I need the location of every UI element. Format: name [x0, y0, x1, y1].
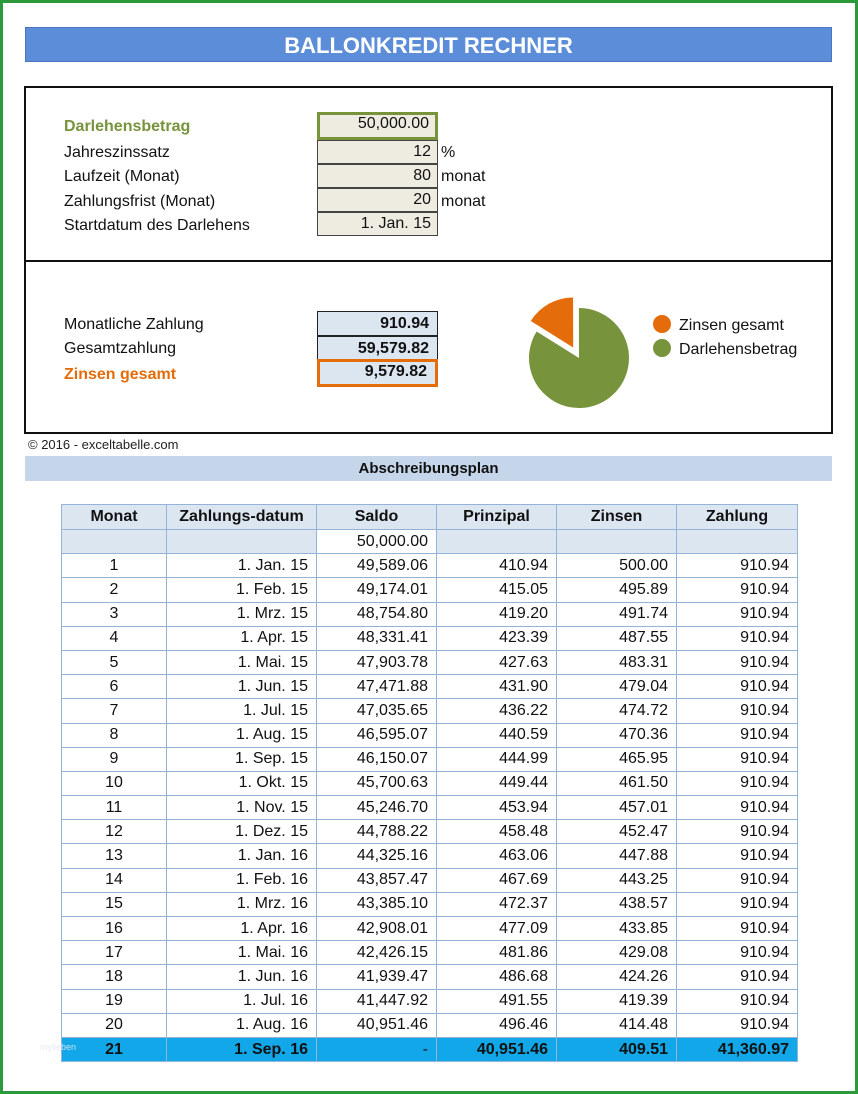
- col-header-interest: Zinsen: [557, 505, 677, 530]
- cell-month: 20: [62, 1013, 167, 1037]
- cell-date: 1. Sep. 15: [167, 747, 317, 771]
- cell-payment: 910.94: [677, 1013, 798, 1037]
- cell-principal: 449.44: [437, 771, 557, 795]
- cell-principal: 444.99: [437, 747, 557, 771]
- table-cell: [62, 530, 167, 554]
- cell-month: 19: [62, 989, 167, 1013]
- cell-principal: 440.59: [437, 723, 557, 747]
- cell-payment: 910.94: [677, 554, 798, 578]
- table-row: [62, 844, 798, 868]
- legend-item-loan: [653, 339, 797, 360]
- pie-chart: [504, 276, 654, 426]
- table-row: [62, 650, 798, 674]
- col-header-principal: Prinzipal: [437, 505, 557, 530]
- cell-date: 1. Mai. 16: [167, 941, 317, 965]
- watermark: mylieben: [40, 1042, 77, 1052]
- cell-month: 10: [62, 771, 167, 795]
- col-header-balance: Saldo: [317, 505, 437, 530]
- cell-date: 1. Dez. 15: [167, 820, 317, 844]
- table-row: [62, 602, 798, 626]
- cell-balance: 47,035.65: [317, 699, 437, 723]
- payment-period-input[interactable]: 20: [317, 188, 438, 212]
- cell-principal: 436.22: [437, 699, 557, 723]
- cell-date: 1. Mrz. 15: [167, 602, 317, 626]
- table-row: [62, 1013, 798, 1037]
- cell-payment: 910.94: [677, 796, 798, 820]
- cell-date: 1. Okt. 15: [167, 771, 317, 795]
- cell-month: 4: [62, 626, 167, 650]
- payment-period-label: Zahlungsfrist (Monat): [64, 193, 216, 210]
- cell-month: 21: [62, 1037, 167, 1061]
- cell-principal: 496.46: [437, 1013, 557, 1037]
- cell-interest: 465.95: [557, 747, 677, 771]
- cell-balance: 47,471.88: [317, 675, 437, 699]
- cell-payment: 910.94: [677, 602, 798, 626]
- col-header-payment: Zahlung: [677, 505, 798, 530]
- table-row: [62, 820, 798, 844]
- cell-date: 1. Mrz. 16: [167, 892, 317, 916]
- cell-interest: 491.74: [557, 602, 677, 626]
- initial-balance-row: [62, 530, 798, 554]
- monthly-payment-value: 910.94: [317, 311, 438, 336]
- cell-date: 1. Jun. 16: [167, 965, 317, 989]
- cell-interest: 438.57: [557, 892, 677, 916]
- cell-interest: 487.55: [557, 626, 677, 650]
- cell-principal: 415.05: [437, 578, 557, 602]
- cell-interest: 414.48: [557, 1013, 677, 1037]
- cell-payment: 41,360.97: [677, 1037, 798, 1061]
- input-panel: [24, 86, 833, 262]
- term-unit: monat: [441, 168, 486, 185]
- table-row: [62, 796, 798, 820]
- table-row: [62, 626, 798, 650]
- cell-interest: 461.50: [557, 771, 677, 795]
- cell-principal: 453.94: [437, 796, 557, 820]
- cell-payment: 910.94: [677, 699, 798, 723]
- cell-date: 1. Sep. 16: [167, 1037, 317, 1061]
- cell-month: 15: [62, 892, 167, 916]
- cell-month: 11: [62, 796, 167, 820]
- payment-period-unit: monat: [441, 193, 486, 210]
- cell-date: 1. Apr. 15: [167, 626, 317, 650]
- cell-balance: 40,951.46: [317, 1013, 437, 1037]
- legend-label-interest: Zinsen gesamt: [679, 317, 784, 334]
- table-cell: [437, 530, 557, 554]
- cell-principal: 431.90: [437, 675, 557, 699]
- cell-interest: 452.47: [557, 820, 677, 844]
- copyright-text: © 2016 - exceltabelle.com: [28, 437, 179, 452]
- cell-date: 1. Nov. 15: [167, 796, 317, 820]
- table-row: [62, 675, 798, 699]
- table-cell: [167, 530, 317, 554]
- cell-balance: 46,150.07: [317, 747, 437, 771]
- table-row: [62, 965, 798, 989]
- cell-month: 16: [62, 917, 167, 941]
- col-header-date: Zahlungs-datum: [167, 505, 317, 530]
- cell-principal: 423.39: [437, 626, 557, 650]
- cell-payment: 910.94: [677, 626, 798, 650]
- total-payment-value: 59,579.82: [317, 336, 438, 361]
- cell-date: 1. Aug. 15: [167, 723, 317, 747]
- cell-interest: 429.08: [557, 941, 677, 965]
- cell-balance: 47,903.78: [317, 650, 437, 674]
- table-row: [62, 554, 798, 578]
- cell-payment: 910.94: [677, 650, 798, 674]
- cell-interest: 433.85: [557, 917, 677, 941]
- cell-balance: 48,331.41: [317, 626, 437, 650]
- cell-payment: 910.94: [677, 892, 798, 916]
- cell-balance: 49,174.01: [317, 578, 437, 602]
- cell-payment: 910.94: [677, 941, 798, 965]
- cell-payment: 910.94: [677, 965, 798, 989]
- start-date-label: Startdatum des Darlehens: [64, 217, 250, 234]
- cell-date: 1. Mai. 15: [167, 650, 317, 674]
- cell-principal: 472.37: [437, 892, 557, 916]
- loan-amount-input[interactable]: 50,000.00: [317, 112, 438, 140]
- cell-date: 1. Jun. 15: [167, 675, 317, 699]
- cell-month: 8: [62, 723, 167, 747]
- amortization-table: [61, 504, 798, 1062]
- cell-balance: 43,385.10: [317, 892, 437, 916]
- table-cell: [557, 530, 677, 554]
- schedule-title: Abschreibungsplan: [25, 456, 832, 481]
- annual-rate-input[interactable]: 12: [317, 140, 438, 164]
- cell-payment: 910.94: [677, 917, 798, 941]
- cell-balance: 42,426.15: [317, 941, 437, 965]
- cell-date: 1. Feb. 15: [167, 578, 317, 602]
- cell-balance: 48,754.80: [317, 602, 437, 626]
- cell-principal: 40,951.46: [437, 1037, 557, 1061]
- cell-balance: 45,700.63: [317, 771, 437, 795]
- cell-month: 1: [62, 554, 167, 578]
- cell-balance: 46,595.07: [317, 723, 437, 747]
- initial-balance-cell: 50,000.00: [317, 530, 437, 554]
- table-row: [62, 699, 798, 723]
- legend-swatch-orange: [653, 315, 671, 333]
- cell-payment: 910.94: [677, 578, 798, 602]
- cell-date: 1. Aug. 16: [167, 1013, 317, 1037]
- cell-interest: 500.00: [557, 554, 677, 578]
- cell-balance: 43,857.47: [317, 868, 437, 892]
- cell-payment: 910.94: [677, 723, 798, 747]
- total-interest-label: Zinsen gesamt: [64, 366, 177, 383]
- cell-month: 6: [62, 675, 167, 699]
- cell-month: 5: [62, 650, 167, 674]
- cell-balance: 49,589.06: [317, 554, 437, 578]
- cell-month: 17: [62, 941, 167, 965]
- cell-interest: 474.72: [557, 699, 677, 723]
- cell-payment: 910.94: [677, 820, 798, 844]
- cell-principal: 410.94: [437, 554, 557, 578]
- cell-month: 14: [62, 868, 167, 892]
- cell-principal: 419.20: [437, 602, 557, 626]
- cell-payment: 910.94: [677, 675, 798, 699]
- cell-interest: 457.01: [557, 796, 677, 820]
- cell-balance: 44,325.16: [317, 844, 437, 868]
- cell-payment: 910.94: [677, 844, 798, 868]
- cell-month: 3: [62, 602, 167, 626]
- table-row: [62, 723, 798, 747]
- cell-interest: 419.39: [557, 989, 677, 1013]
- monthly-payment-label: Monatliche Zahlung: [64, 316, 204, 333]
- cell-month: 13: [62, 844, 167, 868]
- cell-date: 1. Jul. 16: [167, 989, 317, 1013]
- cell-month: 9: [62, 747, 167, 771]
- legend-item-interest: [653, 315, 784, 336]
- cell-date: 1. Jul. 15: [167, 699, 317, 723]
- term-input[interactable]: 80: [317, 164, 438, 188]
- legend-swatch-green: [653, 339, 671, 357]
- cell-interest: 424.26: [557, 965, 677, 989]
- cell-month: 18: [62, 965, 167, 989]
- cell-principal: 491.55: [437, 989, 557, 1013]
- cell-principal: 467.69: [437, 868, 557, 892]
- results-panel: [24, 260, 833, 434]
- loan-amount-label: Darlehensbetrag: [64, 118, 191, 135]
- table-row: [62, 578, 798, 602]
- table-row: [62, 989, 798, 1013]
- cell-payment: 910.94: [677, 868, 798, 892]
- cell-balance: 41,447.92: [317, 989, 437, 1013]
- table-cell: [677, 530, 798, 554]
- cell-date: 1. Apr. 16: [167, 917, 317, 941]
- table-row: [62, 892, 798, 916]
- cell-principal: 477.09: [437, 917, 557, 941]
- cell-balance: 45,246.70: [317, 796, 437, 820]
- cell-balance: -: [317, 1037, 437, 1061]
- cell-interest: 483.31: [557, 650, 677, 674]
- cell-interest: 470.36: [557, 723, 677, 747]
- table-row: [62, 917, 798, 941]
- cell-principal: 486.68: [437, 965, 557, 989]
- cell-payment: 910.94: [677, 989, 798, 1013]
- table-row: [62, 771, 798, 795]
- cell-interest: 495.89: [557, 578, 677, 602]
- pie-slice-darlehensbetrag: [510, 289, 648, 426]
- cell-payment: 910.94: [677, 747, 798, 771]
- cell-date: 1. Feb. 16: [167, 868, 317, 892]
- table-header-row: [62, 505, 798, 530]
- cell-interest: 409.51: [557, 1037, 677, 1061]
- cell-interest: 479.04: [557, 675, 677, 699]
- legend-label-loan: Darlehensbetrag: [679, 341, 798, 358]
- cell-month: 2: [62, 578, 167, 602]
- cell-balance: 44,788.22: [317, 820, 437, 844]
- total-interest-value: 9,579.82: [317, 359, 438, 387]
- table-row: [62, 941, 798, 965]
- cell-month: 12: [62, 820, 167, 844]
- cell-balance: 41,939.47: [317, 965, 437, 989]
- cell-balance: 42,908.01: [317, 917, 437, 941]
- cell-principal: 458.48: [437, 820, 557, 844]
- start-date-input[interactable]: 1. Jan. 15: [317, 212, 438, 236]
- total-payment-label: Gesamtzahlung: [64, 340, 177, 357]
- cell-interest: 447.88: [557, 844, 677, 868]
- page-title: BALLONKREDIT RECHNER: [25, 27, 832, 62]
- cell-date: 1. Jan. 15: [167, 554, 317, 578]
- cell-principal: 481.86: [437, 941, 557, 965]
- annual-rate-label: Jahreszinssatz: [64, 144, 170, 161]
- cell-payment: 910.94: [677, 771, 798, 795]
- cell-interest: 443.25: [557, 868, 677, 892]
- cell-month: 7: [62, 699, 167, 723]
- term-label: Laufzeit (Monat): [64, 168, 180, 185]
- table-row: [62, 747, 798, 771]
- final-row: [62, 1037, 798, 1061]
- cell-principal: 463.06: [437, 844, 557, 868]
- col-header-month: Monat: [62, 505, 167, 530]
- table-row: [62, 868, 798, 892]
- annual-rate-unit: %: [441, 144, 456, 161]
- cell-date: 1. Jan. 16: [167, 844, 317, 868]
- cell-principal: 427.63: [437, 650, 557, 674]
